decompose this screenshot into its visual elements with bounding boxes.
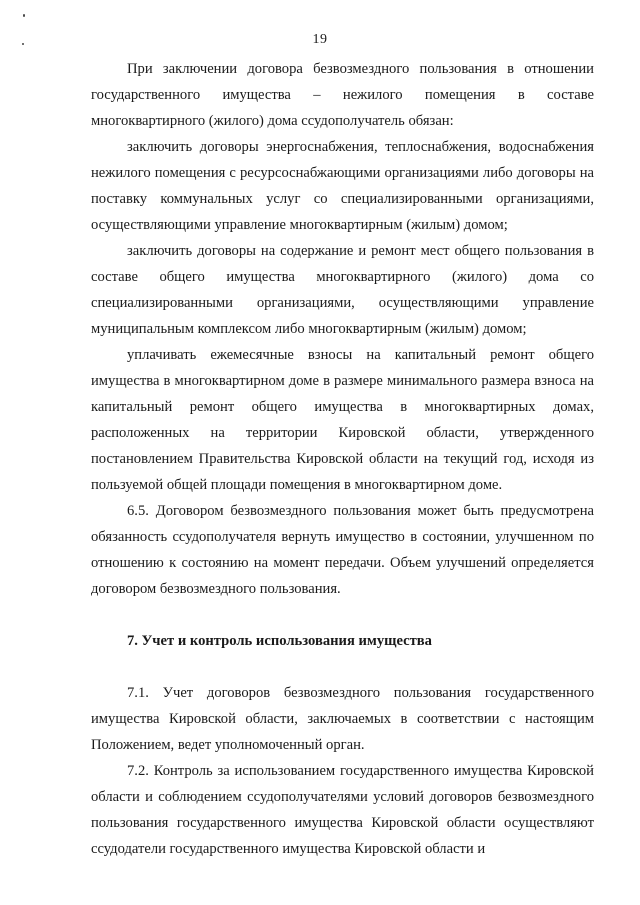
paragraph: заключить договоры на содержание и ремонт мест общего пользования в составе общего имущества многоквартирного (жилого) дома со специализированными организациями, осуществляющими управление муниципальным комплексом либо многоквартирным (жилым) домом; xyxy=(91,243,594,337)
paragraph: 7.2. Контроль за использованием государственного имущества Кировской области и соблюдением ссудополучателями условий договоров безвозмездного пользования государственного имущества Кировской области осуществляют ссудодатели государственного имущества Кировской области и xyxy=(91,763,594,857)
paragraph: 6.5. Договором безвозмездного пользования может быть предусмотрена обязанность ссудополучателя вернуть имущество в состоянии, улучшенном по отношению к состоянию на момент передачи. Объем улучшений определяется договором безвозмездного пользования. xyxy=(91,503,594,597)
section-gap xyxy=(91,602,594,628)
paragraph: При заключении договора безвозмездного пользования в отношении государственного имущества – нежилого помещения в составе многоквартирного (жилого) дома ссудополучатель обязан: xyxy=(91,61,594,129)
paragraph: заключить договоры энергоснабжения, теплоснабжения, водоснабжения нежилого помещения с ресурсоснабжающими организациями либо договоры на поставку коммунальных услуг со специализированными организациями, осуществляющими управление многоквартирным (жилым) домом; xyxy=(91,139,594,233)
page-number: 19 xyxy=(312,32,328,47)
paragraph: 7.1. Учет договоров безвозмездного пользования государственного имущества Кировской области, заключаемых в соответствии с настоящим Положением, ведет уполномоченный орган. xyxy=(91,685,594,753)
document-body xyxy=(91,56,594,862)
section-heading: 7. Учет и контроль использования имущества xyxy=(127,633,432,649)
scan-speck xyxy=(23,14,25,17)
paragraph: уплачивать ежемесячные взносы на капитальный ремонт общего имущества в многоквартирном доме в размере минимального размера взноса на капитальный ремонт общего имущества в многоквартирных домах, расположенных на территории Кировской области, утвержденного постановлением Правительства Кировской области на текущий год, исходя из пользуемой общей площади помещения в многоквартирном доме. xyxy=(91,347,594,493)
section-gap xyxy=(91,654,594,680)
